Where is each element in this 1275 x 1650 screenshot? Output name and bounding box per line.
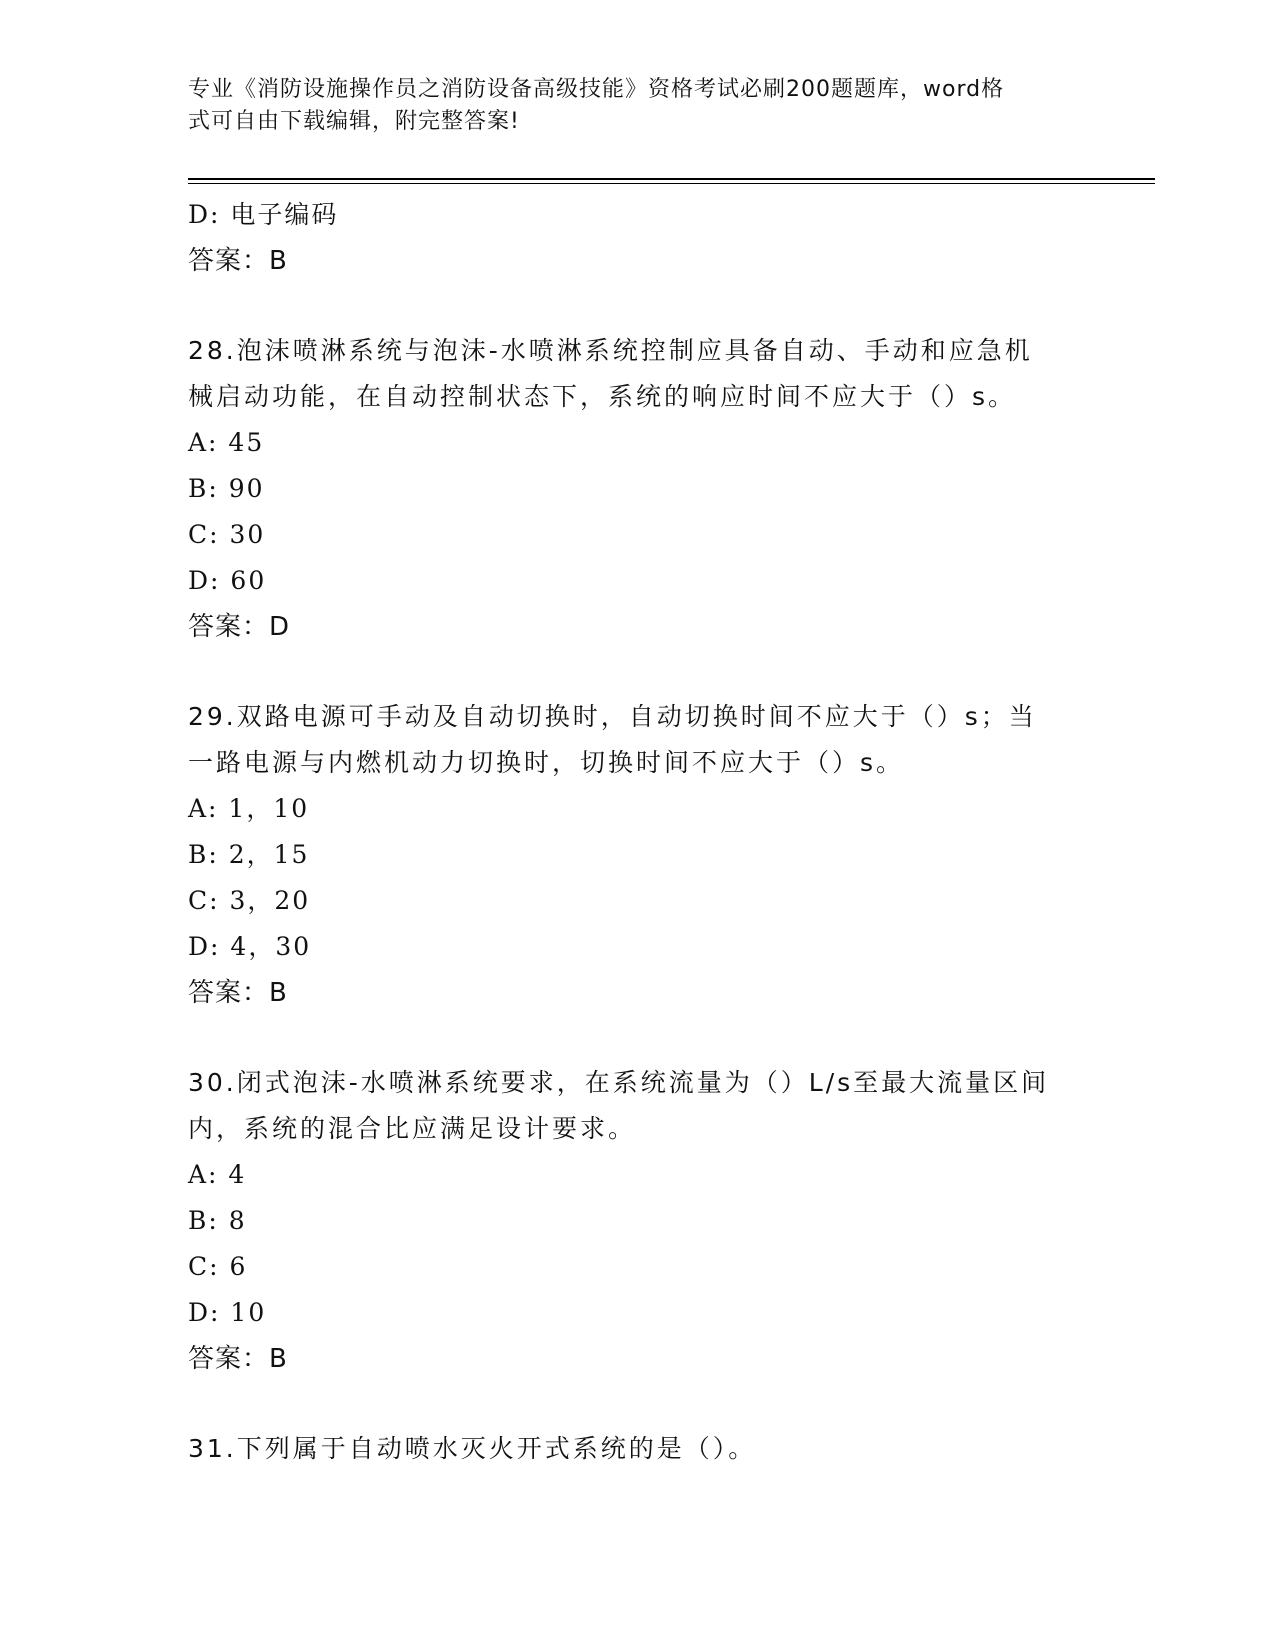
- option-c: C: 30: [188, 520, 266, 549]
- question-30: [188, 1060, 1088, 1382]
- question-text: [188, 1060, 1088, 1152]
- answer: 答案：B: [188, 246, 288, 276]
- option-d: D: 电子编码: [188, 200, 339, 229]
- document-header: [188, 74, 1088, 138]
- option-a: A: 45: [188, 428, 265, 457]
- option-c: C: 3，20: [188, 886, 311, 915]
- question-line: 29.双路电源可手动及自动切换时，自动切换时间不应大于（）s；当: [188, 702, 1037, 731]
- header-line-2: 式可自由下载编辑，附完整答案!: [188, 109, 520, 134]
- header-rule-thick: [188, 178, 1155, 180]
- header-line-1: 专业《消防设施操作员之消防设备高级技能》资格考试必刷200题题库，word格: [188, 77, 1005, 102]
- question-text: [188, 328, 1088, 420]
- question-line: 内，系统的混合比应满足设计要求。: [188, 1114, 637, 1143]
- question-line: 28.泡沫喷淋系统与泡沫-水喷淋系统控制应具备自动、手动和应急机: [188, 336, 1033, 365]
- answer: 答案：B: [188, 978, 288, 1008]
- option-b: B: 2，15: [188, 840, 310, 869]
- option-c: C: 6: [188, 1252, 248, 1281]
- answer: 答案：B: [188, 1344, 288, 1374]
- question-line: 一路电源与内燃机动力切换时，切换时间不应大于（）s。: [188, 748, 905, 777]
- option-a: A: 1，10: [188, 794, 310, 823]
- question-31: [188, 1426, 1088, 1472]
- question-text: [188, 694, 1088, 786]
- header-rule-thin: [188, 183, 1155, 184]
- option-d: D: 10: [188, 1298, 267, 1327]
- question-28: [188, 328, 1088, 650]
- question-list: [188, 192, 1088, 1472]
- question-line: 31.下列属于自动喷水灭火开式系统的是（）。: [188, 1434, 757, 1463]
- option-b: B: 90: [188, 474, 265, 503]
- question-line: 械启动功能，在自动控制状态下，系统的响应时间不应大于（）s。: [188, 382, 1017, 411]
- question-text: [188, 1426, 1088, 1472]
- option-a: A: 4: [188, 1160, 247, 1189]
- answer: 答案：D: [188, 612, 291, 642]
- option-b: B: 8: [188, 1206, 247, 1235]
- question-29: [188, 694, 1088, 1016]
- option-d: D: 4，30: [188, 932, 312, 961]
- question-line: 30.闭式泡沫-水喷淋系统要求，在系统流量为（）L/s至最大流量区间: [188, 1068, 1050, 1097]
- option-d: D: 60: [188, 566, 267, 595]
